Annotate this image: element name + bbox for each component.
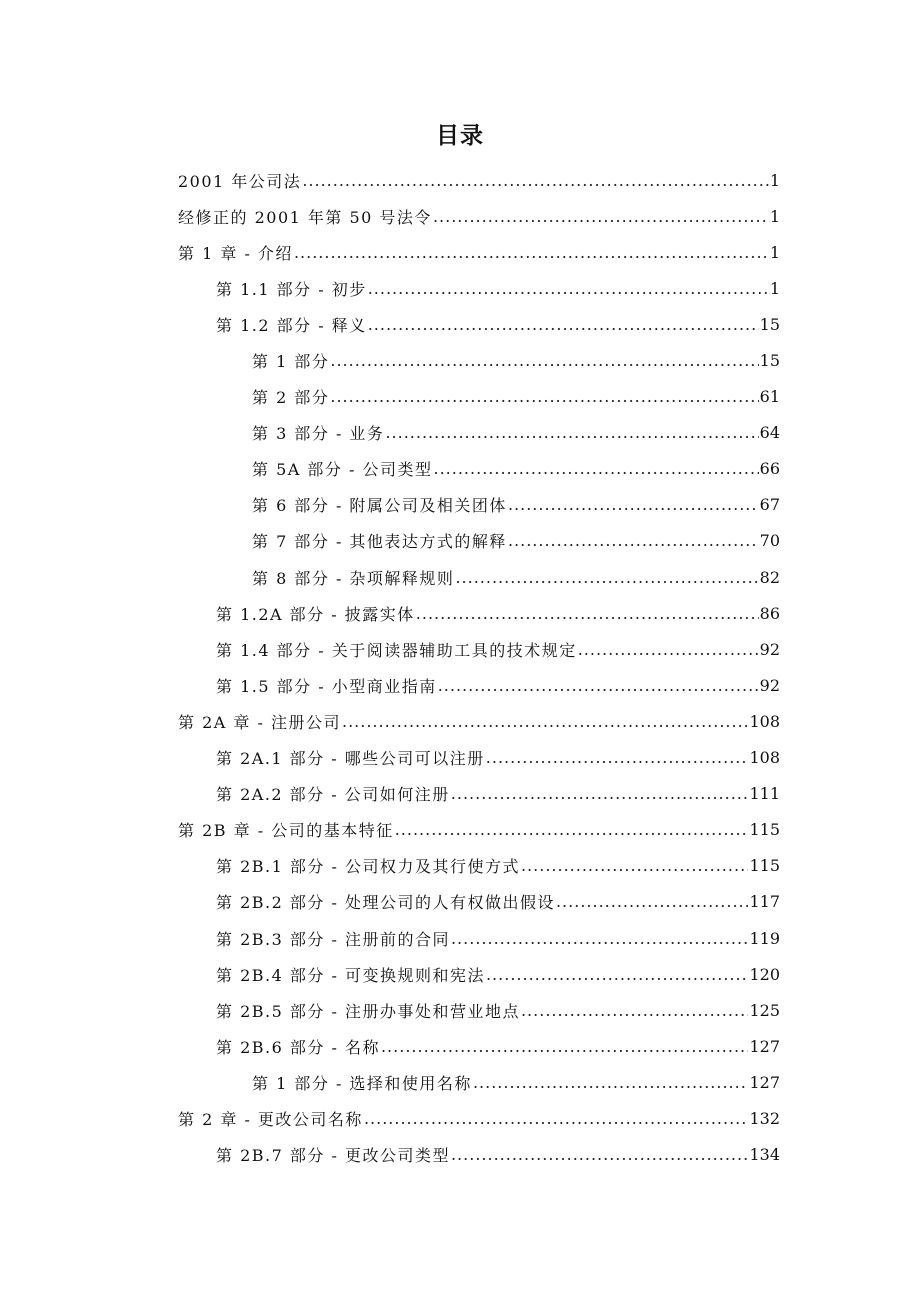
table-of-contents — [0, 162, 920, 1173]
toc-entry-title: 第 7 部分 - 其他表达方式的解释 — [252, 532, 507, 552]
page-title: 目录 — [436, 123, 484, 149]
dot-leader — [368, 315, 759, 334]
toc-entry-title: 第 3 部分 - 业务 — [252, 424, 385, 444]
toc-entry-title: 第 2B.3 部分 - 注册前的合同 — [216, 929, 450, 949]
dot-leader — [451, 784, 749, 803]
dot-leader — [521, 1001, 748, 1020]
toc-entry-title: 第 6 部分 - 附属公司及相关团体 — [252, 496, 507, 516]
toc-entry-title: 第 1.2 部分 - 释义 — [216, 315, 367, 335]
toc-entry[interactable] — [0, 415, 920, 451]
toc-page-number: 1 — [769, 242, 780, 262]
toc-entry-title: 第 2A 章 - 注册公司 — [178, 712, 341, 732]
toc-entry[interactable] — [0, 234, 920, 270]
toc-page-number: 108 — [749, 748, 780, 768]
toc-entry-title: 第 2B.6 部分 - 名称 — [216, 1037, 380, 1057]
toc-entry[interactable] — [0, 306, 920, 342]
dot-leader — [451, 929, 748, 948]
dot-leader — [486, 748, 749, 767]
toc-entry-title: 经修正的 2001 年第 50 号法令 — [178, 207, 432, 227]
toc-page-number: 111 — [749, 784, 780, 804]
toc-entry-title: 第 1.5 部分 - 小型商业指南 — [216, 676, 437, 696]
toc-entry-title: 第 1.1 部分 - 初步 — [216, 279, 367, 299]
toc-page-number: 120 — [749, 964, 780, 984]
toc-entry-title: 第 1.4 部分 - 关于阅读器辅助工具的技术规定 — [216, 640, 577, 660]
toc-page-number: 117 — [749, 892, 780, 912]
toc-entry[interactable] — [0, 920, 920, 956]
dot-leader — [395, 820, 749, 839]
toc-entry[interactable] — [0, 198, 920, 234]
toc-page-number: 119 — [749, 928, 780, 948]
toc-entry-title: 第 2B.4 部分 - 可变换规则和宪法 — [216, 965, 485, 985]
toc-entry[interactable] — [0, 667, 920, 703]
toc-entry[interactable] — [0, 487, 920, 523]
toc-page-number: 66 — [759, 459, 780, 479]
dot-leader — [330, 351, 758, 370]
toc-entry[interactable] — [0, 1064, 920, 1100]
dot-leader — [451, 1145, 748, 1164]
dot-leader — [342, 712, 748, 731]
toc-page-number: 134 — [749, 1145, 780, 1165]
toc-entry[interactable] — [0, 162, 920, 198]
toc-entry-title: 第 2 章 - 更改公司名称 — [178, 1109, 363, 1129]
toc-entry[interactable] — [0, 595, 920, 631]
dot-leader — [473, 1073, 749, 1092]
toc-page-number: 125 — [749, 1000, 780, 1020]
toc-page-number: 115 — [749, 820, 780, 840]
toc-page-number: 127 — [749, 1072, 780, 1092]
toc-entry[interactable] — [0, 992, 920, 1028]
toc-page-number: 15 — [759, 351, 780, 371]
toc-entry[interactable] — [0, 451, 920, 487]
dot-leader — [385, 423, 758, 442]
toc-page-number: 92 — [759, 675, 780, 695]
dot-leader — [556, 892, 748, 911]
toc-page-number: 92 — [759, 639, 780, 659]
toc-page-number: 132 — [749, 1108, 780, 1128]
dot-leader — [486, 965, 748, 984]
dot-leader — [364, 1109, 749, 1128]
dot-leader — [302, 171, 769, 190]
toc-entry[interactable] — [0, 379, 920, 415]
toc-page-number: 70 — [759, 531, 780, 551]
toc-entry[interactable] — [0, 342, 920, 378]
dot-leader — [438, 676, 759, 695]
toc-entry-title: 第 2B.7 部分 - 更改公司类型 — [216, 1146, 450, 1166]
toc-entry[interactable] — [0, 956, 920, 992]
toc-entry[interactable] — [0, 1100, 920, 1136]
toc-entry[interactable] — [0, 740, 920, 776]
toc-page-number: 86 — [759, 603, 780, 623]
toc-page-number: 127 — [749, 1036, 780, 1056]
toc-entry-title: 第 2B 章 - 公司的基本特征 — [178, 821, 394, 841]
toc-entry-title: 第 1.2A 部分 - 披露实体 — [216, 604, 415, 624]
dot-leader — [433, 207, 769, 226]
toc-page-number: 1 — [769, 206, 780, 226]
dot-leader — [294, 243, 769, 262]
toc-entry-title: 第 1 部分 — [252, 352, 330, 372]
toc-entry-title: 第 2A.1 部分 - 哪些公司可以注册 — [216, 749, 485, 769]
dot-leader — [368, 279, 769, 298]
toc-entry-title: 第 5A 部分 - 公司类型 — [252, 460, 433, 480]
dot-leader — [330, 387, 758, 406]
toc-entry-title: 第 8 部分 - 杂项解释规则 — [252, 568, 455, 588]
toc-entry[interactable] — [0, 1137, 920, 1173]
toc-entry[interactable] — [0, 559, 920, 595]
toc-page-number: 1 — [769, 170, 780, 190]
toc-page-number: 115 — [749, 856, 780, 876]
toc-page-number: 67 — [759, 495, 780, 515]
dot-leader — [508, 495, 759, 514]
toc-entry[interactable] — [0, 884, 920, 920]
toc-entry-title: 第 2B.5 部分 - 注册办事处和营业地点 — [216, 1001, 520, 1021]
dot-leader — [381, 1037, 748, 1056]
dot-leader — [434, 459, 759, 478]
toc-entry[interactable] — [0, 270, 920, 306]
toc-page-number: 108 — [749, 711, 780, 731]
toc-entry[interactable] — [0, 1028, 920, 1064]
toc-entry[interactable] — [0, 776, 920, 812]
dot-leader — [416, 604, 759, 623]
toc-entry-title: 第 2A.2 部分 - 公司如何注册 — [216, 785, 450, 805]
dot-leader — [508, 531, 759, 550]
toc-entry[interactable] — [0, 631, 920, 667]
toc-entry-title: 2001 年公司法 — [178, 171, 302, 191]
toc-page-number: 61 — [759, 387, 780, 407]
toc-entry[interactable] — [0, 523, 920, 559]
toc-entry-title: 第 1 部分 - 选择和使用名称 — [252, 1073, 472, 1093]
toc-entry[interactable] — [0, 848, 920, 884]
toc-page-number: 64 — [759, 423, 780, 443]
toc-page-number: 82 — [759, 567, 780, 587]
toc-page-number: 1 — [769, 278, 780, 298]
toc-entry[interactable] — [0, 812, 920, 848]
toc-entry-title: 第 1 章 - 介绍 — [178, 243, 293, 263]
dot-leader — [578, 640, 759, 659]
toc-page-number: 15 — [759, 314, 780, 334]
toc-entry[interactable] — [0, 703, 920, 739]
toc-entry-title: 第 2 部分 — [252, 388, 330, 408]
dot-leader — [455, 568, 758, 587]
dot-leader — [521, 856, 748, 875]
toc-entry-title: 第 2B.1 部分 - 公司权力及其行使方式 — [216, 857, 520, 877]
toc-entry-title: 第 2B.2 部分 - 处理公司的人有权做出假设 — [216, 893, 555, 913]
